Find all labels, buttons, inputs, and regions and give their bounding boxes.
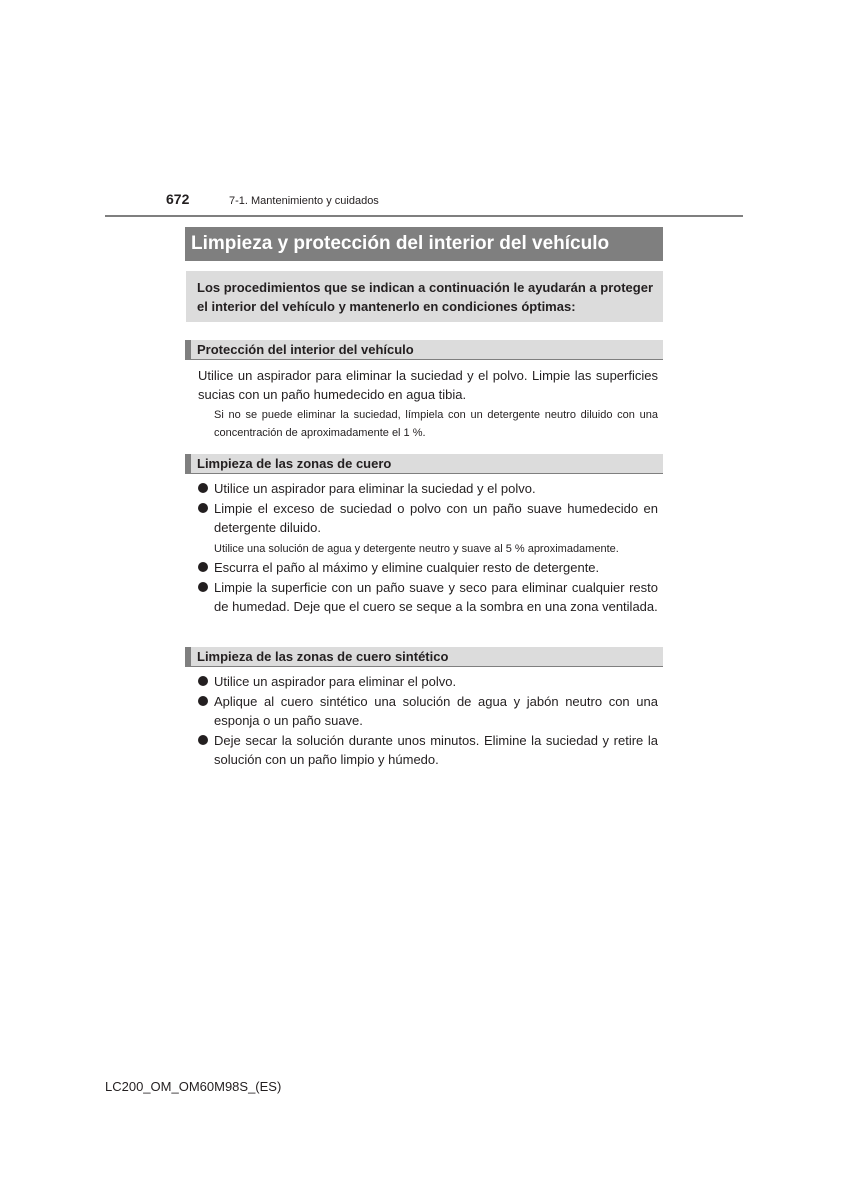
bullet-icon bbox=[198, 503, 208, 513]
section-heading-synthetic-leather: Limpieza de las zonas de cuero sintético bbox=[185, 647, 663, 667]
section-reference: 7-1. Mantenimiento y cuidados bbox=[229, 195, 379, 207]
list-item bbox=[198, 558, 658, 577]
page-title: Limpieza y protección del interior del vehículo bbox=[185, 227, 663, 261]
bullet-icon bbox=[198, 696, 208, 706]
list-item-text: Aplique al cuero sintético una solución de agua y jabón neutro con una esponja o un paño suave. bbox=[214, 694, 658, 728]
list-item bbox=[198, 479, 658, 498]
list-item-text: Escurra el paño al máximo y elimine cualquier resto de detergente. bbox=[214, 560, 600, 575]
list-item bbox=[198, 578, 658, 616]
bullet-icon bbox=[198, 562, 208, 572]
list-item-text: Utilice un aspirador para eliminar la suciedad y el polvo. bbox=[214, 481, 536, 496]
header-rule bbox=[105, 215, 743, 217]
bullet-icon bbox=[198, 676, 208, 686]
list-item-text: Limpie la superficie con un paño suave y seco para eliminar cualquier resto de humedad. Deje que el cuero se seque a la sombra en una zona ventilada. bbox=[214, 580, 658, 614]
section-note: Si no se puede eliminar la suciedad, límpiela con un detergente neutro diluido con una concentración de aproximadamente el 1 %. bbox=[214, 409, 658, 439]
list-item-text: Utilice un aspirador para eliminar el polvo. bbox=[214, 674, 457, 689]
section-note: Utilice una solución de agua y detergente neutro y suave al 5 % aproximadamente. bbox=[214, 543, 619, 555]
page-number: 672 bbox=[166, 191, 190, 207]
list-item bbox=[198, 672, 658, 691]
list-item bbox=[198, 499, 658, 537]
bullet-icon bbox=[198, 483, 208, 493]
section-heading-interior-protection: Protección del interior del vehículo bbox=[185, 340, 663, 360]
document-code: LC200_OM_OM60M98S_(ES) bbox=[105, 1079, 282, 1094]
list-item bbox=[198, 692, 658, 730]
list-item-text: Deje secar la solución durante unos minutos. Elimine la suciedad y retire la solución con un paño limpio y húmedo. bbox=[214, 733, 658, 767]
section-paragraph: Utilice un aspirador para eliminar la suciedad y el polvo. Limpie las superficies sucias con un paño humedecido en agua tibia. bbox=[198, 368, 658, 402]
list-item bbox=[198, 731, 658, 769]
intro-text: Los procedimientos que se indican a continuación le ayudarán a proteger el interior del vehículo y mantenerlo en condiciones óptimas: bbox=[197, 280, 653, 314]
section-heading-leather: Limpieza de las zonas de cuero bbox=[185, 454, 663, 474]
bullet-icon bbox=[198, 735, 208, 745]
bullet-icon bbox=[198, 582, 208, 592]
list-item-text: Limpie el exceso de suciedad o polvo con un paño suave humedecido en detergente diluido. bbox=[214, 501, 658, 535]
intro-box bbox=[186, 271, 663, 322]
